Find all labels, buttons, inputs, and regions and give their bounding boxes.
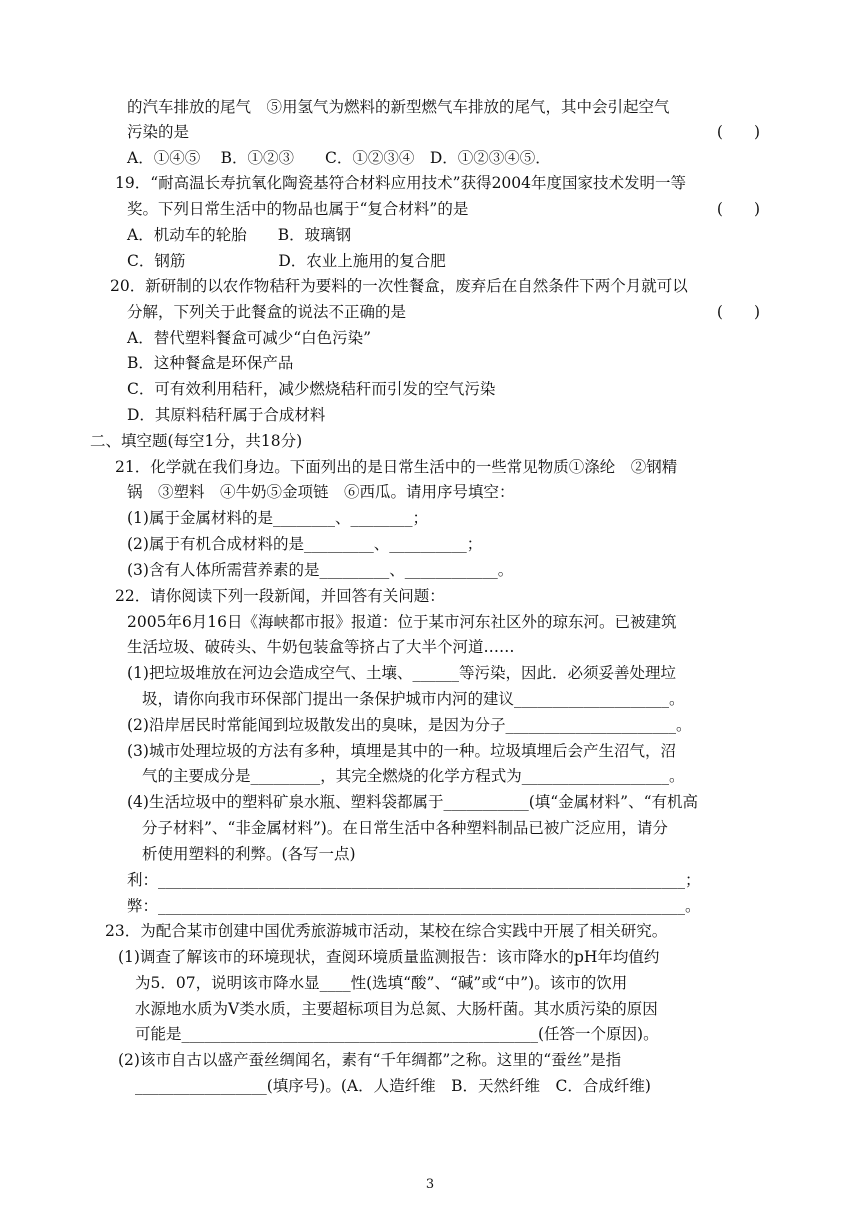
text-line: 可能是______________________________________________(任答一个原因)。 xyxy=(135,1025,659,1043)
text-line: 弊：____________________________________________________________________。 xyxy=(127,897,701,915)
text-line: (1)把垃圾堆放在河边会造成空气、土壤、______等污染，因此．必须妥善处理垃 xyxy=(127,664,676,682)
text-line: 分子材料”、“非金属材料”)。在日常生活中各种塑料制品已被广泛应用，请分 xyxy=(142,819,668,837)
text-line: (3)城市处理垃圾的方法有多种，填埋是其中的一种。垃圾填埋后会产生沼气，沼 xyxy=(127,742,676,760)
text-line: (3)含有人体所需营养素的是_________、____________。 xyxy=(127,561,514,579)
text-line: A．机动车的轮胎 B．玻璃钢 xyxy=(127,226,352,244)
text-line: 22．请你阅读下列一段新闻，并回答有关问题： xyxy=(115,587,445,605)
text-line: 20．新研制的以农作物秸秆为要料的一次性餐盒，废弃后在自然条件下两个月就可以 xyxy=(110,277,688,295)
text-line: (1)属于金属材料的是________、________； xyxy=(127,509,428,527)
answer-bracket: ( ) xyxy=(716,123,760,141)
text-line: 23．为配合某市创建中国优秀旅游城市活动，某校在综合实践中开展了相关研究。 xyxy=(105,922,668,940)
text-line: _________________(填序号)。(A．人造纤维 B．天然纤维 C．合成纤维) xyxy=(135,1077,651,1095)
text-line: 分解，下列关于此餐盒的说法不正确的是 xyxy=(127,303,407,321)
text-line: (2)该市自古以盛产蚕丝绸闻名，素有“千年绸都”之称。这里的“蚕丝”是指 xyxy=(118,1051,622,1069)
text-line: 二、填空题(每空1分，共18分) xyxy=(90,432,303,450)
text-line: A．替代塑料餐盒可减少“白色污染” xyxy=(127,329,372,347)
text-line: (2)沿岸居民时常能闻到垃圾散发出的臭味，是因为分子______________________。 xyxy=(127,716,692,734)
text-line: C．可有效利用秸秆，减少燃烧秸秆而引发的空气污染 xyxy=(127,380,496,398)
text-line: D．其原料秸秆属于合成材料 xyxy=(127,406,326,424)
text-line: A．①④⑤ B．①②③ C．①②③④ D．①②③④⑤． xyxy=(127,149,551,167)
text-line: 生活垃圾、破砖头、牛奶包装盒等挤占了大半个河道…… xyxy=(127,638,515,656)
text-line: 析使用塑料的利弊。(各写一点) xyxy=(142,845,356,863)
text-line: 为5．07，说明该市降水显____性(选填“酸”、“碱”或“中”)。该市的饮用 xyxy=(135,974,628,992)
text-line: 水源地水质为V类水质，主要超标项目为总氮、大肠杆菌。其水质污染的原因 xyxy=(135,1000,658,1018)
text-line: 奖。下列日常生活中的物品也属于“复合材料”的是 xyxy=(127,200,469,218)
text-line: 圾，请你向我市环保部门提出一条保护城市内河的建议____________________。 xyxy=(142,690,685,708)
text-line: 2005年6月16日《海峡都市报》报道：位于某市河东社区外的琼东河。已被建筑 xyxy=(127,613,677,631)
text-line: (4)生活垃圾中的塑料矿泉水瓶、塑料袋都属于___________(填“金属材料”、“有机高 xyxy=(127,793,699,811)
text-line: (1)调查了解该市的环境现状，查阅环境质量监测报告：该市降水的pH年均值约 xyxy=(118,948,660,966)
text-line: 利：____________________________________________________________________； xyxy=(127,871,701,889)
text-line: 19．“耐高温长寿抗氧化陶瓷基符合材料应用技术”获得2004年度国家技术发明一等 xyxy=(115,174,687,192)
text-line: B．这种餐盒是环保产品 xyxy=(127,354,294,372)
answer-bracket: ( ) xyxy=(716,303,760,321)
text-line: 锅 ③塑料 ④牛奶⑤金项链 ⑥西瓜。请用序号填空： xyxy=(127,483,515,501)
text-line: 的汽车排放的尾气 ⑤用氢气为燃料的新型燃气车排放的尾气，其中会引起空气 xyxy=(127,98,670,116)
text-line: 污染的是 xyxy=(127,123,190,141)
text-line: 气的主要成分是_________，其完全燃烧的化学方程式为___________________。 xyxy=(142,767,685,785)
page-number: 3 xyxy=(425,1177,435,1192)
text-line: C．钢筋 D．农业上施用的复合肥 xyxy=(127,252,446,270)
text-line: 21．化学就在我们身边。下面列出的是日常生活中的一些常见物质①涤纶 ②钢精 xyxy=(115,458,678,476)
text-line: (2)属于有机合成材料的是_________、__________； xyxy=(127,535,483,553)
answer-bracket: ( ) xyxy=(716,200,760,218)
